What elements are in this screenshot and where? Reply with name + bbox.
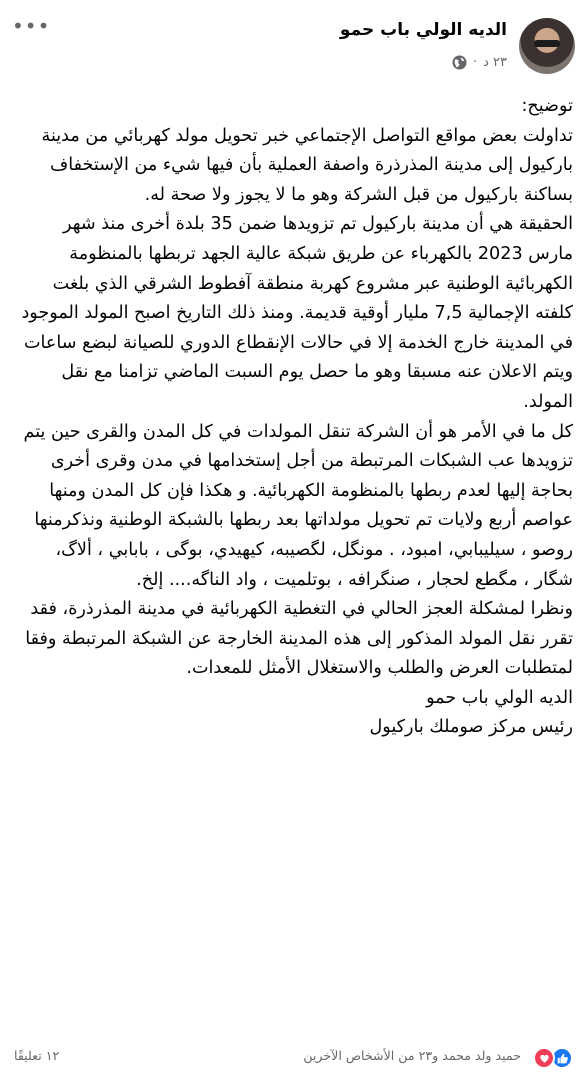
comments-count[interactable]: ١٢ تعليقًا: [14, 1048, 60, 1063]
signature-name: الديه الولي باب حمو: [426, 687, 573, 708]
post-paragraph: تداولت بعض مواقع التواصل الإجتماعي خبر تحويل مولد كهربائي من مدينة باركيول إلى مدينة المذرذرة واصفة العملية بأن فيها شيء من الإستخفاف بساكنة باركيول من قبل الشركة وهو ما لا يجوز ولا صحة له.: [41, 125, 573, 205]
post-meta: ٢٣ د ·: [452, 55, 507, 70]
post-body: [14, 92, 573, 743]
post-footer: [0, 1043, 587, 1071]
reactors-text[interactable]: حميد ولد محمد و٢٣ من الأشخاص الآخرين: [303, 1048, 521, 1063]
post-paragraph: الحقيقة هي أن مدينة باركيول تم تزويدها ضمن 35 بلدة أخرى منذ شهر مارس 2023 بالكهرباء عن طريق شبكة عالية الجهد تربطها بالمنظومة الكهربائية الوطنية عبر مشروع كهربة منطقة آفطوط الشرقي الذي بلغت كلفته الإجمالية 7,5 مليار أوقية قديمة. ومنذ ذلك التاريخ اصبح المولد الموجود في المدينة خارج الخدمة إلا في حالات الإنقطاع الدوري للصيانة لبضع ساعات ويتم الاعلان عنه مسبقا وهو ما حصل يوم السبت الماضي تزامنا مع نقل المولد.: [21, 214, 573, 412]
post-paragraph: توضيح:: [521, 96, 573, 116]
post-paragraph: كل ما في الأمر هو أن الشركة تنقل المولدات في كل المدن والقرى حين يتم تزويدها عب الشبكات المرتبطة من أجل إستخدامها في مدن وقرى أخرى بحاجة إليها لعدم ربطها بالمنظومة الكهربائية. و هكذا فإن كل المدن ومنها عواصم أربع ولايات تم تحويل مولداتها بعد ربطها بالشبكة الوطنية ونذكرمنها روصو ، سيليبابي، امبود، . مونگل، لگصيبه، كيهيدي، بوگی ، بابابي ، ألاگ، شگار ، مگطع لحجار ، صنگرافه ، بوتلميت ، واد الناگه.... إلخ.: [23, 421, 573, 590]
author-name[interactable]: الديه الولي باب حمو: [339, 20, 507, 40]
more-options-button[interactable]: •••: [12, 14, 51, 38]
signature-title: رئيس مركز صوملك باركيول: [369, 717, 573, 738]
globe-icon: [452, 55, 467, 70]
reaction-icons[interactable]: [537, 1047, 573, 1069]
author-avatar[interactable]: [519, 18, 575, 74]
post-header: [0, 10, 587, 80]
love-icon: [533, 1047, 555, 1069]
post-paragraph: ونظرا لمشكلة العجز الحالي في التغطية الكهربائية في مدينة المذرذرة، فقد تقرر نقل المولد المذكور إلى هذه المدينة الخارجة عن الشبكة المرتبطة وفقا لمتطلبات العرض والطلب والاستغلال الأمثل للمعدات.: [25, 599, 573, 679]
post-time[interactable]: ٢٣ د: [483, 55, 507, 70]
